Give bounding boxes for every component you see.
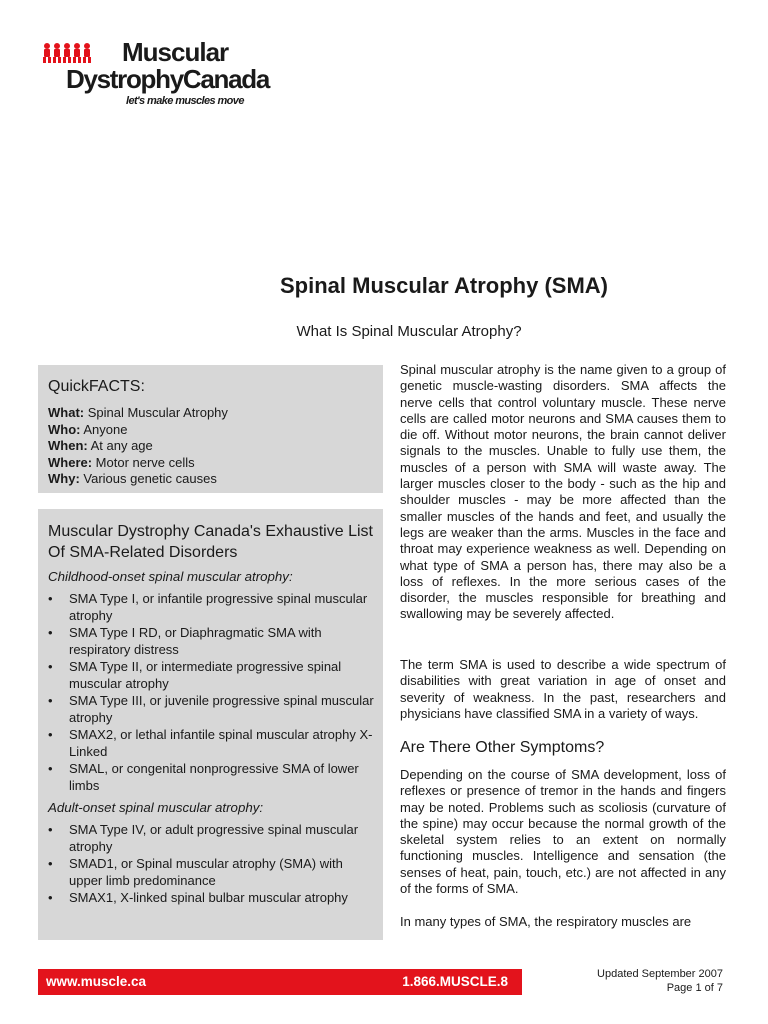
fact-label: Who:: [48, 421, 81, 437]
disorders-box: [38, 509, 383, 940]
quickfact-where: [48, 455, 373, 472]
symptoms-column: [400, 767, 726, 897]
list-item: • SMA Type I, or infantile progressive spinal muscular atrophy: [48, 591, 375, 624]
intro-column: [400, 362, 726, 623]
list-item: • SMAX2, or lethal infantile spinal muscular atrophy X-Linked: [48, 727, 375, 760]
fact-value: At any age: [87, 438, 153, 454]
disorders-heading: Muscular Dystrophy Canada's Exhaustive List Of SMA-Related Disorders: [48, 523, 373, 561]
quickfact-when: [48, 438, 373, 455]
fact-value: Anyone: [80, 421, 128, 437]
footer-meta: [597, 967, 723, 995]
childhood-onset-heading: Childhood-onset spinal muscular atrophy:: [48, 569, 293, 584]
fact-label: Where:: [48, 454, 93, 470]
list-item: • SMA Type I RD, or Diaphragmatic SMA with respiratory distress: [48, 625, 375, 658]
updated-date: Updated September 2007: [597, 968, 723, 980]
fact-label: Why:: [48, 471, 80, 487]
logo-tagline: let's make muscles move: [126, 95, 244, 107]
logo-text-muscular: Muscular: [122, 37, 229, 67]
page-number: Page 1 of 7: [666, 982, 723, 994]
fact-value: Various genetic causes: [79, 471, 217, 487]
document-title: Spinal Muscular Atrophy (SMA): [280, 273, 608, 298]
adult-onset-heading: Adult-onset spinal muscular atrophy:: [48, 800, 264, 815]
quickfacts-box: [38, 365, 383, 493]
spectrum-column: [400, 657, 726, 722]
body-paragraph-2: The term SMA is used to describe a wide spectrum of disabilities with great variation in age of onset and severity of weakness. In the past, researchers and physicians have classified SMA in a variety of ways.: [400, 657, 726, 721]
adult-disorder-list: [48, 822, 375, 907]
website-link[interactable]: www.muscle.ca: [46, 974, 147, 989]
document-subtitle: What Is Spinal Muscular Atrophy?: [296, 323, 522, 340]
symptoms-heading-block: [400, 738, 726, 758]
list-item: • SMA Type II, or intermediate progressive spinal muscular atrophy: [48, 659, 375, 692]
list-item: • SMAL, or congenital nonprogressive SMA of lower limbs: [48, 761, 375, 794]
fact-label: When:: [48, 438, 88, 454]
body-paragraph-4: In many types of SMA, the respiratory muscles are: [400, 914, 692, 929]
body-paragraph-3: Depending on the course of SMA development, loss of reflexes or presence of tremor in the hands and fingers may be noted. Problems such as scoliosis (curvature of the spine) may occur because the normal growth of the skeletal system relies to an extent on normally functioning muscles. Intelligence and sensation (the senses of heat, pain, touch, etc.) are not affected in any of the forms of SMA.: [400, 767, 726, 897]
childhood-disorder-list: [48, 591, 375, 794]
list-item: • SMA Type III, or juvenile progressive spinal muscular atrophy: [48, 693, 375, 726]
list-item: • SMA Type IV, or adult progressive spinal muscular atrophy: [48, 822, 375, 855]
fact-value: Spinal Muscular Atrophy: [84, 405, 228, 420]
logo-text-dystrophy-canada: DystrophyCanada: [66, 64, 269, 94]
phone-number: 1.866.MUSCLE.8: [402, 974, 508, 989]
list-item: • SMAD1, or Spinal muscular atrophy (SMA) with upper limb predominance: [48, 856, 375, 889]
logo: [40, 36, 269, 108]
footer-bar: [38, 969, 522, 995]
quickfact-what: [48, 405, 373, 422]
quickfact-who: [48, 422, 373, 439]
quickfacts-heading: QuickFACTS:: [48, 378, 145, 395]
respiratory-column: [400, 914, 726, 930]
list-item: • SMAX1, X-linked spinal bulbar muscular atrophy: [48, 890, 375, 907]
symptoms-heading: Are There Other Symptoms?: [400, 739, 605, 756]
fact-value: Motor nerve cells: [92, 454, 195, 470]
quickfact-why: [48, 471, 373, 488]
body-paragraph-1: Spinal muscular atrophy is the name given to a group of genetic muscle-wasting disorders. SMA affects the nerve cells that control voluntary muscle. These nerve cells are called motor neurons and SMA causes them to die off. Without motor neurons, the brain cannot deliver signals to the muscles. Unable to fully use them, the muscles of a person with SMA will waste away. The larger muscles closer to the body - such as the hip and shoulder muscles - may be more affected than the smaller muscles of the hands and feet, and usually the legs are weaker than the arms. Muscles in the face and throat may experience weakness as well. Depending on what type of SMA a person has, there may also be a loss of reflexes. In the more serious cases of the disorder, the muscles responsible for breathing and swallowing may be severely affected.: [400, 362, 726, 622]
fact-label: What:: [48, 405, 85, 420]
muscular-dystrophy-canada-logo-icon: [43, 42, 97, 64]
